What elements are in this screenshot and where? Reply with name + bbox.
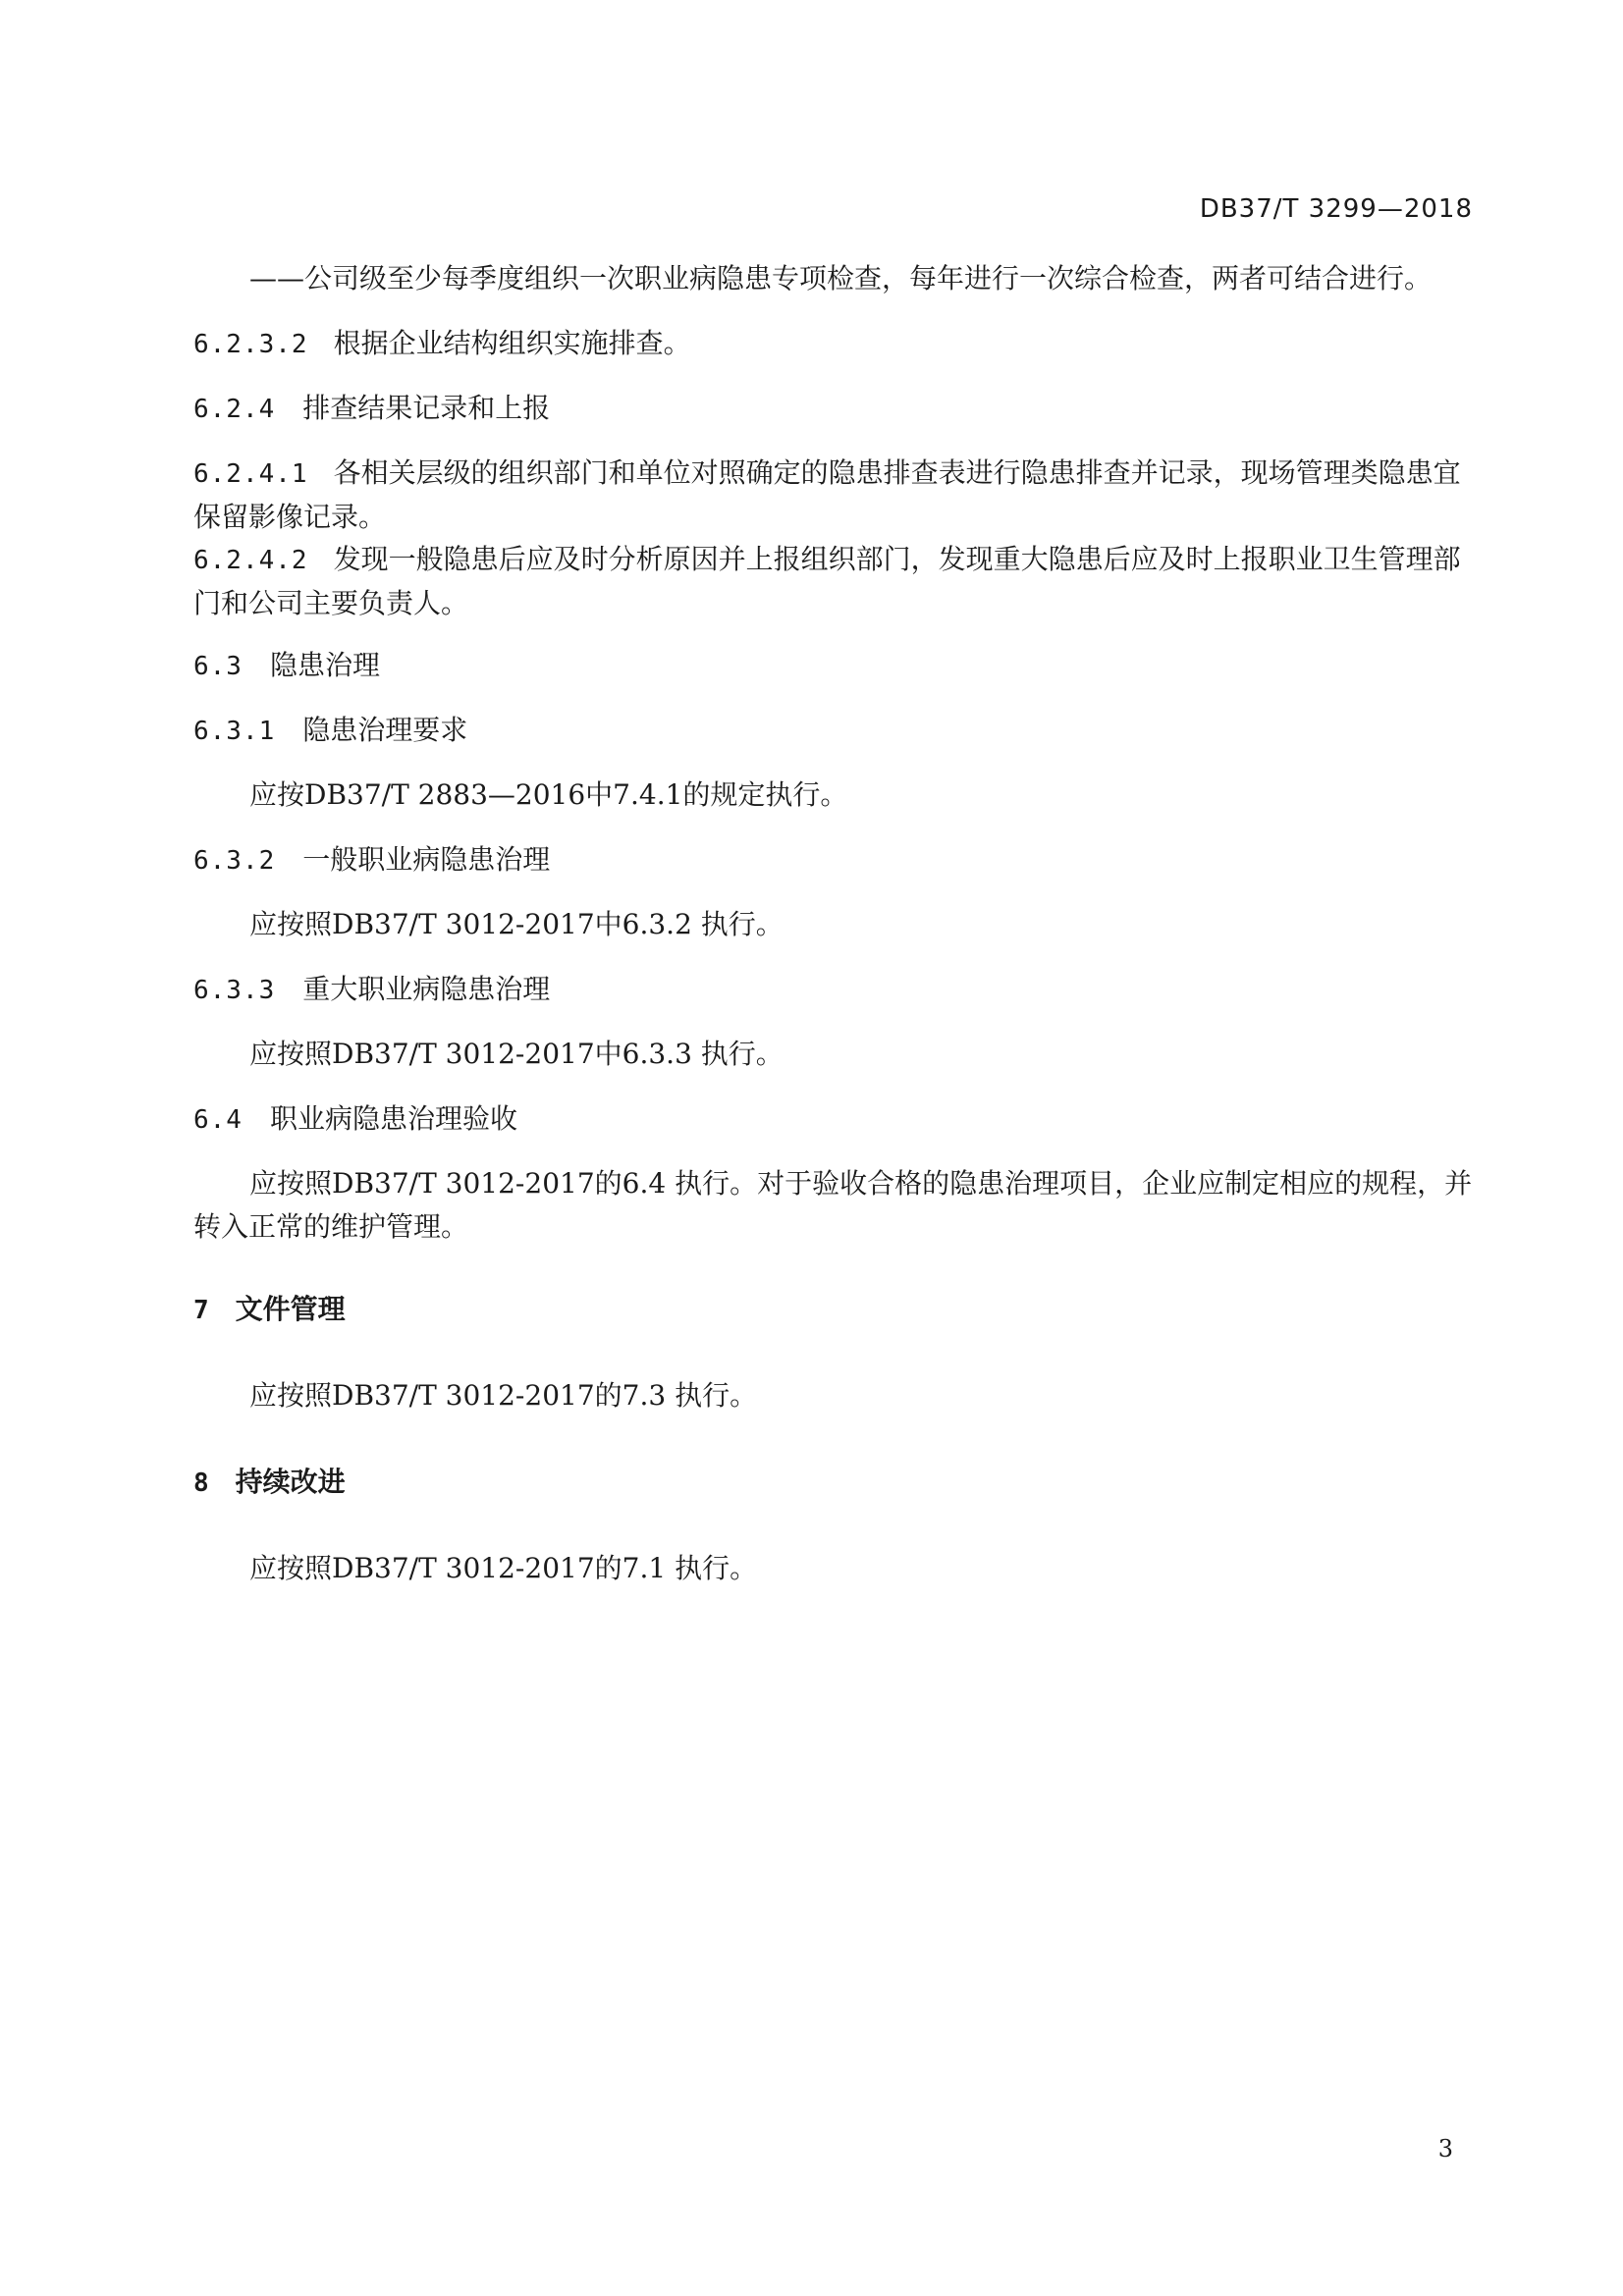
section-heading (193, 1097, 1475, 1142)
page-number: 3 (1437, 2135, 1453, 2163)
heading-text: 隐患治理 (269, 649, 380, 681)
paragraph: 应按照DB37/T 3012-2017的6.4 执行。对于验收合格的隐患治理项目，企业应制定相应的规程，并转入正常的维护管理。 (193, 1167, 1473, 1243)
clause (193, 322, 1475, 366)
paragraph: 应按照DB37/T 3012-2017中6.3.3 执行。 (249, 1038, 784, 1070)
clause-number: 6.2.3.2 (193, 330, 308, 359)
heading-number: 7 (193, 1296, 210, 1325)
clause-text: 发现一般隐患后应及时分析原因并上报组织部门，发现重大隐患后应及时上报职业卫生管理部门和公司主要负责人。 (193, 543, 1461, 619)
heading-text: 一般职业病隐患治理 (302, 843, 551, 876)
heading-number: 6.3.3 (193, 976, 276, 1005)
clause (193, 538, 1475, 625)
heading-number: 6.2.4 (193, 395, 276, 424)
heading-number: 6.4 (193, 1105, 243, 1135)
heading-text: 排查结果记录和上报 (302, 392, 551, 424)
standard-code: DB37/T 3299—2018 (1199, 194, 1473, 224)
clause-text: 根据企业结构组织实施排查。 (333, 327, 691, 359)
paragraph: 应按照DB37/T 3012-2017的7.1 执行。 (249, 1552, 758, 1584)
chapter-heading (193, 1288, 1475, 1332)
heading-text: 重大职业病隐患治理 (302, 973, 551, 1005)
clause-text: 各相关层级的组织部门和单位对照确定的隐患排查表进行隐患排查并记录，现场管理类隐患宜保留影像记录。 (193, 456, 1461, 533)
clause-number: 6.2.4.2 (193, 546, 308, 575)
paragraph: 应按DB37/T 2883—2016中7.4.1的规定执行。 (249, 778, 848, 811)
chapter-heading (193, 1461, 1475, 1505)
heading-number: 6.3.1 (193, 717, 276, 746)
section-heading (193, 838, 1475, 882)
clause-number: 6.2.4.1 (193, 459, 308, 489)
section-heading (193, 387, 1475, 431)
clause (193, 452, 1475, 539)
heading-text: 文件管理 (235, 1293, 346, 1325)
heading-text: 隐患治理要求 (302, 714, 468, 746)
heading-text: 职业病隐患治理验收 (269, 1102, 517, 1135)
paragraph: 应按照DB37/T 3012-2017的7.3 执行。 (249, 1379, 758, 1412)
heading-number: 6.3 (193, 652, 243, 681)
heading-text: 持续改进 (235, 1466, 346, 1498)
paragraph: ——公司级至少每季度组织一次职业病隐患专项检查，每年进行一次综合检查，两者可结合进行。 (249, 262, 1433, 294)
section-heading (193, 709, 1475, 753)
paragraph: 应按照DB37/T 3012-2017中6.3.2 执行。 (249, 908, 784, 940)
heading-number: 8 (193, 1468, 210, 1498)
heading-number: 6.3.2 (193, 846, 276, 876)
section-heading (193, 968, 1475, 1012)
section-heading (193, 644, 1475, 688)
